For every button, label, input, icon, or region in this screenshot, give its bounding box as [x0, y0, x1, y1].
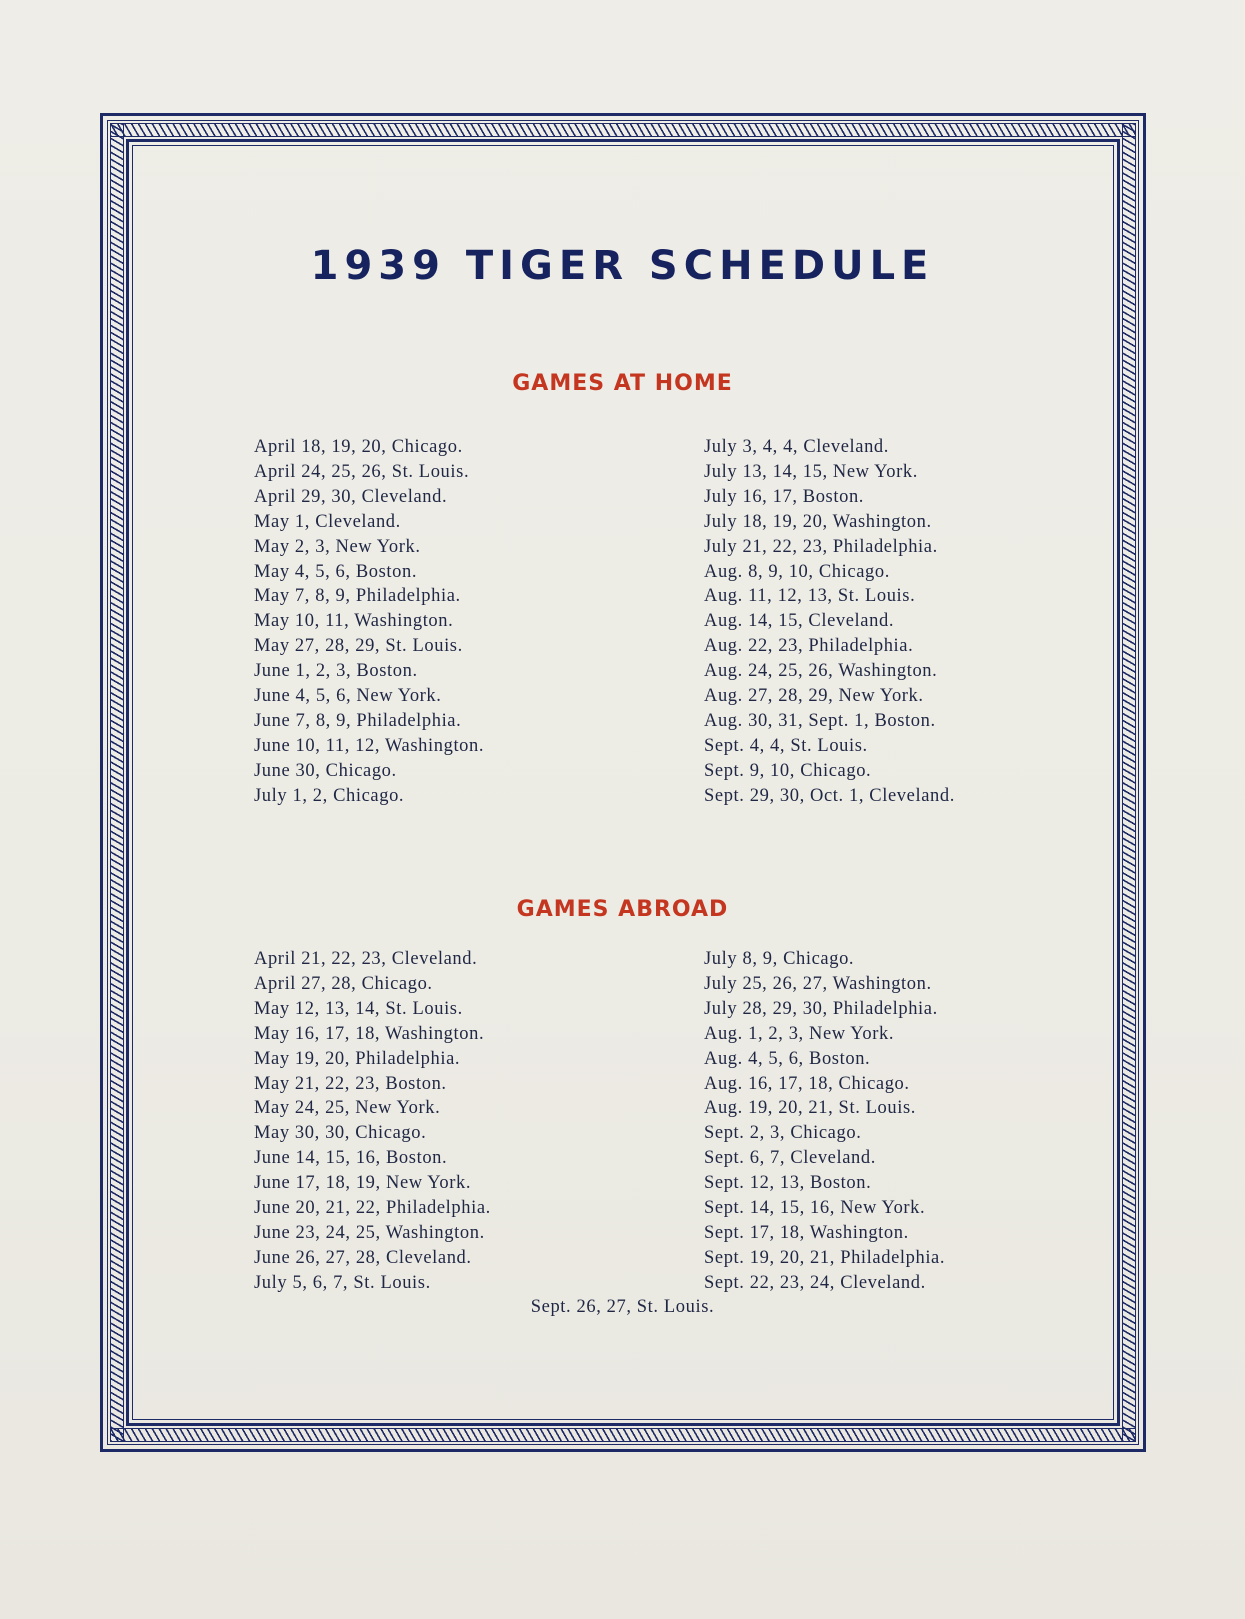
abroad-game-entry: Aug. 4, 5, 6, Boston. — [704, 1048, 871, 1069]
home-game-entry: Sept. 4, 4, St. Louis. — [704, 735, 868, 756]
abroad-game-entry: May 19, 20, Philadelphia. — [254, 1048, 461, 1069]
home-game-entry: July 16, 17, Boston. — [704, 486, 865, 507]
home-game-entry: Aug. 8, 9, 10, Chicago. — [704, 561, 890, 582]
home-game-entry: May 7, 8, 9, Philadelphia. — [254, 586, 461, 607]
home-game-entry: April 29, 30, Cleveland. — [254, 486, 448, 507]
abroad-game-entry: Sept. 12, 13, Boston. — [704, 1173, 872, 1194]
home-game-entry: April 18, 19, 20, Chicago. — [254, 437, 463, 457]
abroad-game-entry: April 21, 22, 23, Cleveland. — [254, 949, 478, 969]
home-game-entry: Aug. 14, 15, Cleveland. — [704, 611, 895, 632]
page-title: 1939 TIGER SCHEDULE — [310, 243, 935, 289]
abroad-game-entry: May 21, 22, 23, Boston. — [254, 1073, 447, 1094]
abroad-game-entry: June 26, 27, 28, Cleveland. — [254, 1247, 472, 1268]
abroad-game-entry: Sept. 19, 20, 21, Philadelphia. — [704, 1247, 946, 1268]
home-game-entry: July 3, 4, 4, Cleveland. — [704, 437, 889, 457]
home-game-entry: June 4, 5, 6, New York. — [254, 686, 442, 707]
home-game-entry: June 1, 2, 3, Boston. — [254, 661, 418, 682]
home-game-entry: Aug. 24, 25, 26, Washington. — [704, 661, 938, 682]
home-game-entry: May 10, 11, Washington. — [254, 611, 454, 632]
home-game-entry: Sept. 29, 30, Oct. 1, Cleveland. — [704, 785, 955, 806]
abroad-game-entry: Aug. 1, 2, 3, New York. — [704, 1023, 895, 1044]
home-game-entry: Aug. 11, 12, 13, St. Louis. — [704, 586, 916, 607]
abroad-game-entry: Sept. 14, 15, 16, New York. — [704, 1198, 926, 1219]
abroad-game-entry: Sept. 17, 18, Washington. — [704, 1222, 909, 1243]
abroad-game-entry: Sept. 2, 3, Chicago. — [704, 1123, 862, 1144]
rope-border-top — [110, 123, 1136, 137]
abroad-games-heading: GAMES ABROAD — [516, 897, 729, 922]
home-game-entry: June 10, 11, 12, Washington. — [254, 735, 485, 756]
abroad-game-entry: April 27, 28, Chicago. — [254, 973, 433, 994]
home-games-heading: GAMES AT HOME — [512, 371, 733, 396]
home-game-entry: Sept. 9, 10, Chicago. — [704, 760, 872, 781]
abroad-game-entry: Sept. 22, 23, 24, Cleveland. — [704, 1272, 926, 1293]
rope-border-right — [1122, 123, 1136, 1442]
home-game-entry: May 27, 28, 29, St. Louis. — [254, 636, 463, 657]
abroad-game-entry: July 5, 6, 7, St. Louis. — [254, 1272, 431, 1293]
abroad-game-entry: July 28, 29, 30, Philadelphia. — [704, 998, 938, 1019]
home-game-entry: June 30, Chicago. — [254, 760, 397, 781]
abroad-game-entry: July 8, 9, Chicago. — [704, 949, 855, 969]
abroad-games-right-column — [704, 947, 945, 1296]
abroad-game-entry: Sept. 6, 7, Cleveland. — [704, 1148, 876, 1169]
abroad-game-entry: May 24, 25, New York. — [254, 1098, 441, 1119]
abroad-game-entry: May 12, 13, 14, St. Louis. — [254, 998, 463, 1019]
abroad-game-entry: June 20, 21, 22, Philadelphia. — [254, 1198, 491, 1219]
home-game-entry: July 21, 22, 23, Philadelphia. — [704, 536, 938, 557]
home-game-entry: Aug. 30, 31, Sept. 1, Boston. — [704, 710, 936, 731]
abroad-game-entry: May 30, 30, Chicago. — [254, 1123, 427, 1144]
home-game-entry: May 1, Cleveland. — [254, 511, 401, 532]
abroad-game-entry: June 17, 18, 19, New York. — [254, 1173, 472, 1194]
abroad-final-entry: Sept. 26, 27, St. Louis. — [530, 1297, 715, 1317]
home-game-entry: July 18, 19, 20, Washington. — [704, 511, 932, 532]
abroad-games-left-column — [254, 947, 491, 1296]
abroad-game-entry: June 14, 15, 16, Boston. — [254, 1148, 448, 1169]
home-game-entry: Aug. 22, 23, Philadelphia. — [704, 636, 914, 657]
home-game-entry: July 1, 2, Chicago. — [254, 785, 405, 806]
abroad-game-entry: Aug. 16, 17, 18, Chicago. — [704, 1073, 910, 1094]
abroad-game-entry: June 23, 24, 25, Washington. — [254, 1222, 485, 1243]
home-game-entry: May 4, 5, 6, Boston. — [254, 561, 418, 582]
rope-border-left — [110, 123, 124, 1442]
home-game-entry: July 13, 14, 15, New York. — [704, 461, 918, 482]
home-games-left-column — [254, 435, 484, 809]
home-game-entry: April 24, 25, 26, St. Louis. — [254, 461, 470, 482]
rope-border-bottom — [110, 1428, 1136, 1442]
home-game-entry: Aug. 27, 28, 29, New York. — [704, 686, 924, 707]
abroad-game-entry: Aug. 19, 20, 21, St. Louis. — [704, 1098, 917, 1119]
home-game-entry: June 7, 8, 9, Philadelphia. — [254, 710, 462, 731]
abroad-game-entry: May 16, 17, 18, Washington. — [254, 1023, 485, 1044]
home-game-entry: May 2, 3, New York. — [254, 536, 421, 557]
home-games-right-column — [704, 435, 955, 809]
abroad-game-entry: July 25, 26, 27, Washington. — [704, 973, 932, 994]
